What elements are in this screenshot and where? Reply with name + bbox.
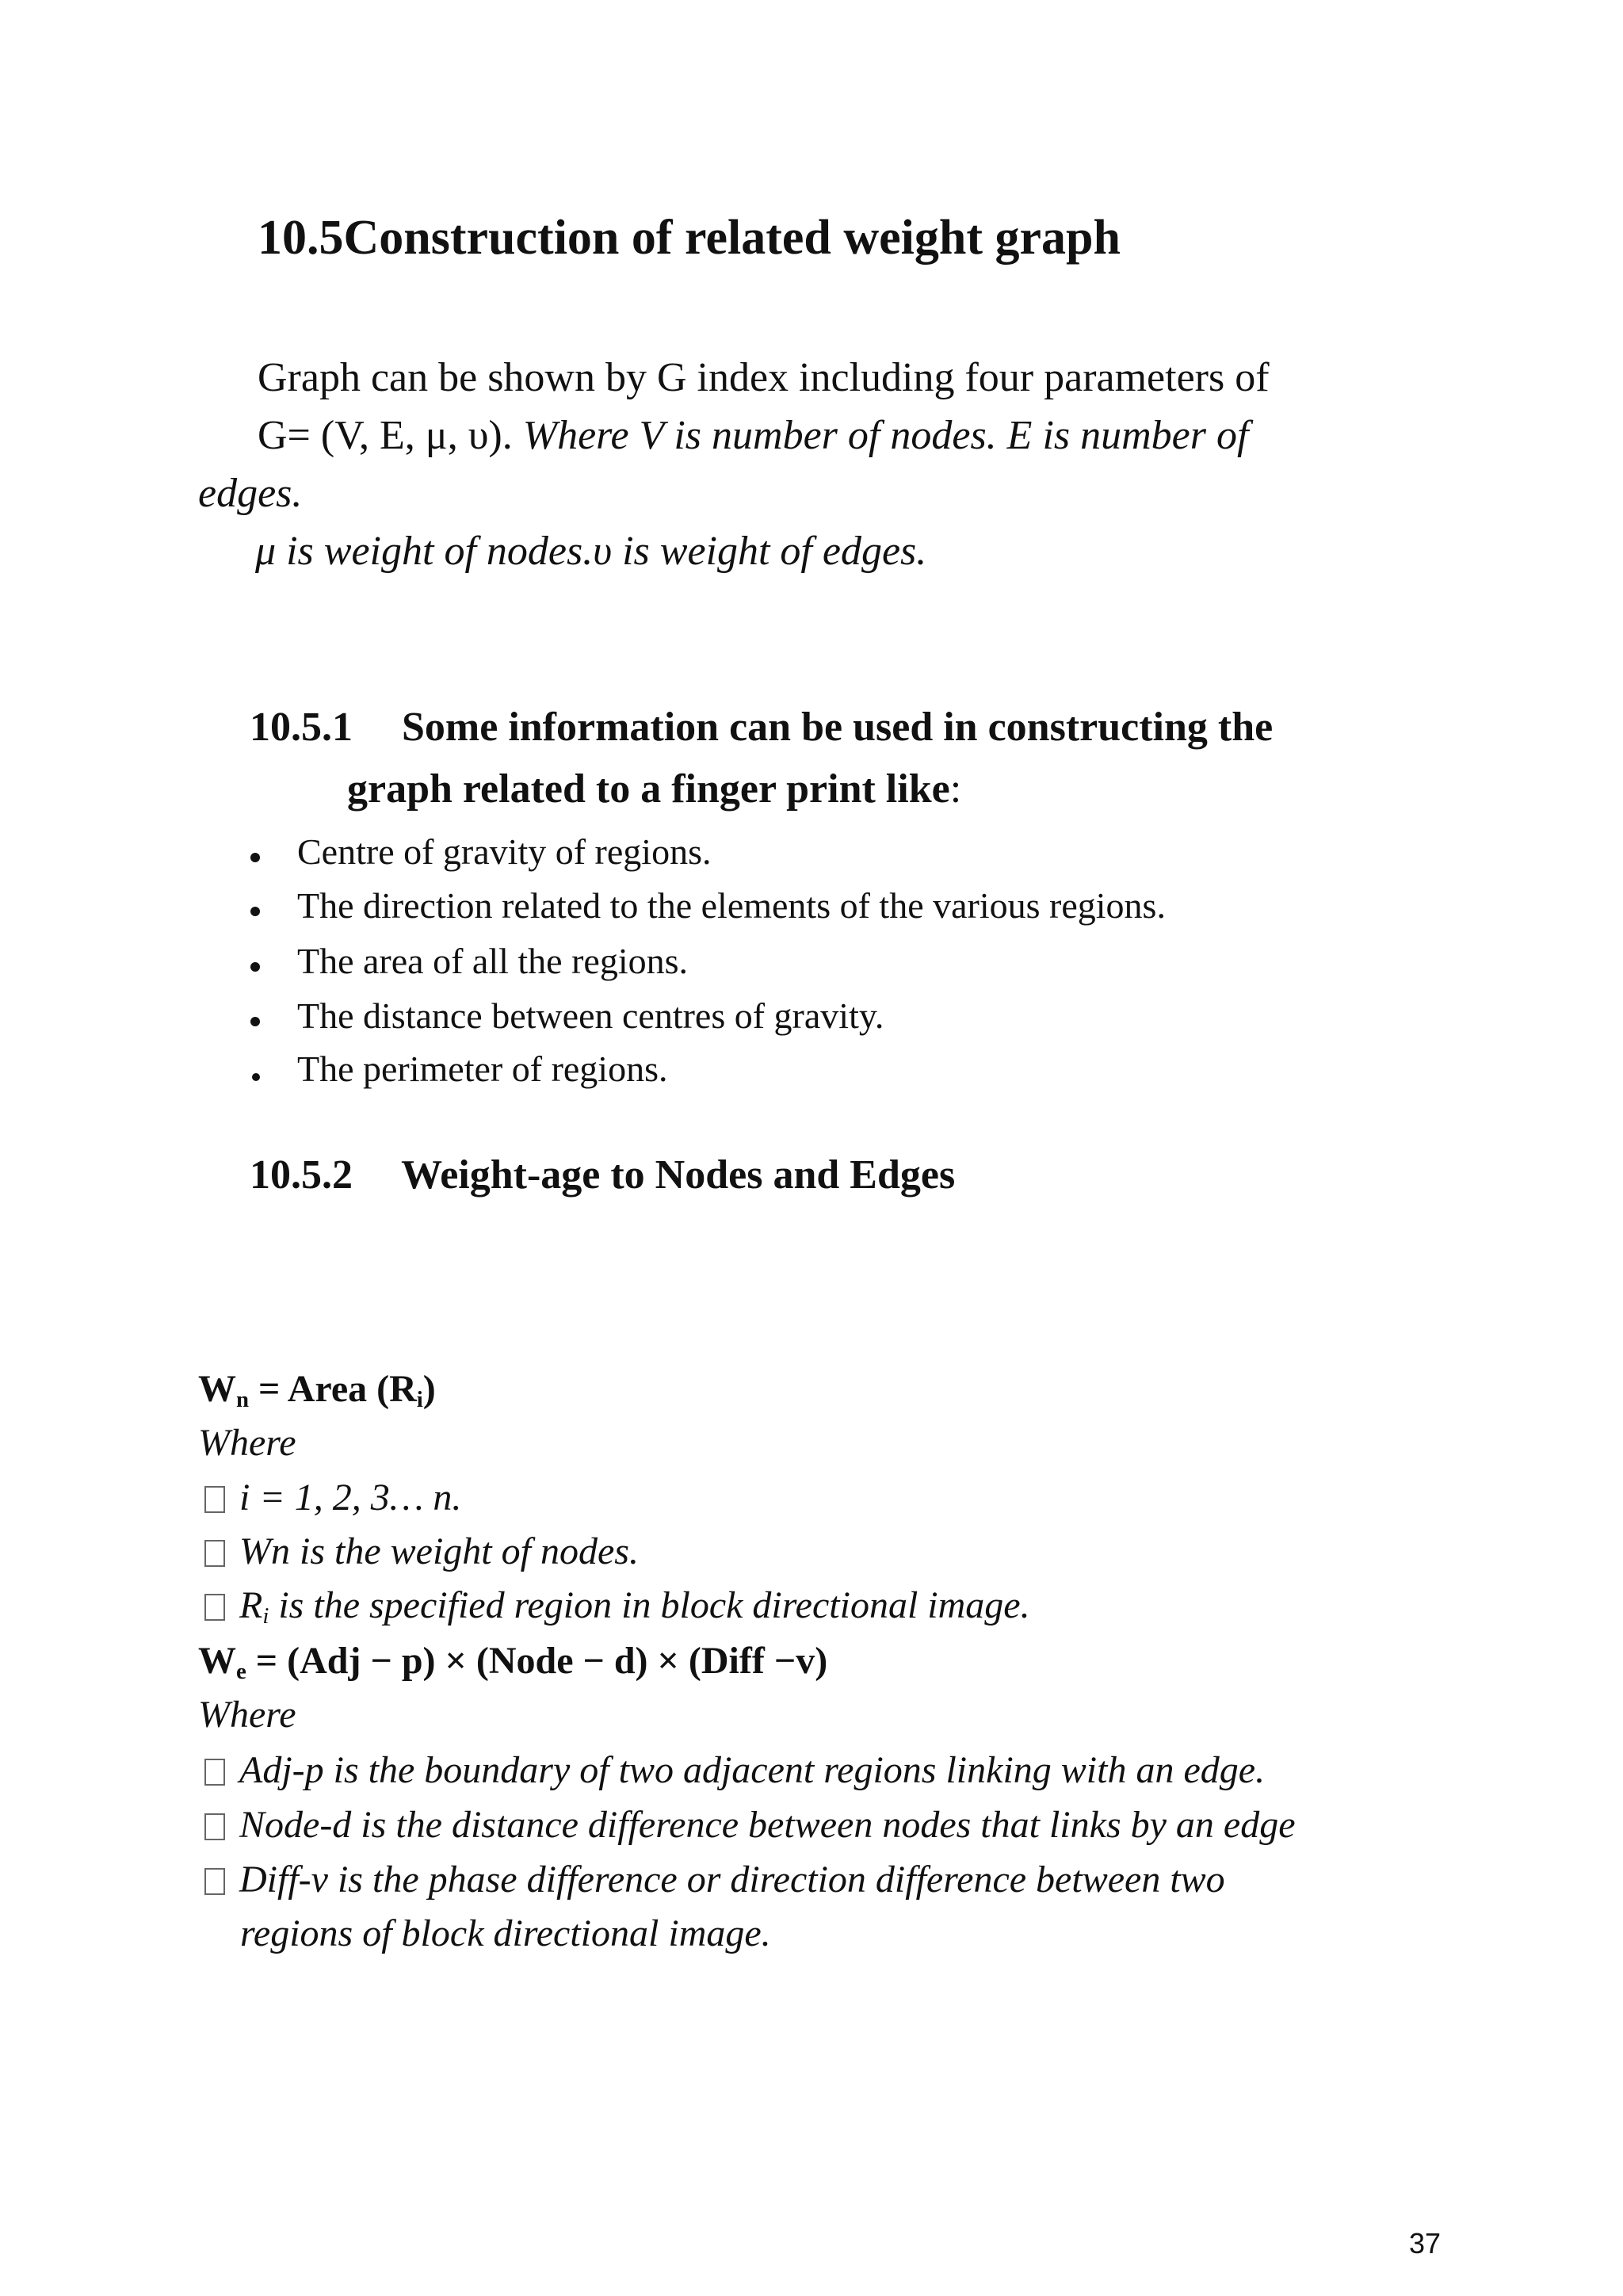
formula-expression-end: ) — [422, 1368, 436, 1410]
bullet-icon — [250, 962, 260, 972]
formula-symbol: W — [198, 1640, 236, 1682]
intro-line-4: μ is weight of nodes.υ is weight of edges. — [255, 529, 927, 574]
subsection-heading-line-2 — [347, 766, 961, 812]
where-label: Where — [198, 1694, 296, 1736]
list-item — [250, 961, 260, 976]
intro-line-1: Graph can be shown by G index including four parameters of — [258, 355, 1270, 400]
section-title: Construction of related weight graph — [343, 211, 1121, 265]
node-weight-formula — [198, 1367, 436, 1413]
bullet-text: The area of all the regions. — [297, 941, 688, 981]
graph-definition: G= (V, E, μ, υ). — [258, 413, 513, 458]
bullet-icon — [250, 1017, 260, 1026]
subsection-heading-10-5-1 — [250, 704, 1273, 751]
list-item — [204, 1584, 1030, 1629]
bullet-icon — [250, 907, 260, 916]
item-text-continued: is the specified region in block directional image. — [269, 1584, 1030, 1626]
item-text: R — [239, 1584, 263, 1626]
subsection-title-colon: : — [949, 766, 962, 812]
subsection-number: 10.5.2 — [250, 1152, 353, 1198]
list-item — [252, 1071, 260, 1085]
where-label: Where — [198, 1422, 296, 1464]
subsection-title-line-2: graph related to a finger print like — [347, 766, 950, 812]
page-number: 37 — [1409, 2227, 1442, 2260]
section-number: 10.5 — [258, 211, 344, 265]
placeholder-box-icon — [204, 1594, 225, 1621]
list-item — [250, 852, 260, 866]
bullet-text: Centre of gravity of regions. — [297, 831, 712, 872]
placeholder-box-icon — [204, 1486, 225, 1513]
list-item — [204, 1748, 1265, 1792]
placeholder-box-icon — [204, 1868, 225, 1895]
list-item — [204, 1858, 1225, 1901]
list-item — [204, 1530, 639, 1573]
subsection-title-line-1: Some information can be used in constructing the — [402, 705, 1274, 750]
item-subscript: i — [262, 1603, 269, 1629]
formula-subscript: i — [416, 1387, 423, 1413]
formula-symbol: W — [198, 1368, 236, 1410]
subsection-title: Weight-age to Nodes and Edges — [401, 1152, 956, 1198]
item-text-continued: regions of block directional image. — [240, 1912, 771, 1954]
bullet-text: The direction related to the elements of the various regions. — [297, 885, 1166, 926]
intro-line-2 — [258, 412, 1248, 459]
item-text: Adj-p is the boundary of two adjacent regions linking with an edge. — [239, 1749, 1266, 1791]
placeholder-box-icon — [204, 1813, 225, 1840]
bullet-text: The distance between centres of gravity. — [297, 995, 884, 1036]
subsection-heading-10-5-2 — [250, 1152, 955, 1198]
item-text: Node-d is the distance difference between nodes that links by an edge — [239, 1804, 1296, 1846]
formula-expression: = (Adj − p) × (Node − d) × (Diff −v) — [246, 1640, 828, 1682]
item-text: i = 1, 2, 3… n. — [239, 1477, 462, 1519]
section-heading — [258, 210, 1121, 266]
formula-subscript: n — [236, 1387, 250, 1413]
list-item — [204, 1476, 461, 1519]
bullet-text: The perimeter of regions. — [297, 1049, 668, 1089]
item-text: Wn is the weight of nodes. — [239, 1530, 639, 1572]
graph-definition-explanation: Where V is number of nodes. E is number of — [522, 413, 1249, 458]
intro-line-3: edges. — [198, 471, 303, 516]
edge-weight-formula — [198, 1639, 827, 1685]
bullet-icon — [252, 1073, 260, 1081]
list-item — [204, 1803, 1296, 1847]
formula-subscript: e — [236, 1659, 246, 1685]
placeholder-box-icon — [204, 1540, 225, 1567]
placeholder-box-icon — [204, 1759, 225, 1786]
item-text: Diff-v is the phase difference or direction difference between two — [239, 1859, 1225, 1901]
list-item — [250, 1016, 260, 1030]
subsection-number: 10.5.1 — [250, 705, 353, 750]
bullet-icon — [250, 853, 260, 862]
formula-expression: = Area (R — [249, 1368, 417, 1410]
list-item — [250, 906, 260, 920]
